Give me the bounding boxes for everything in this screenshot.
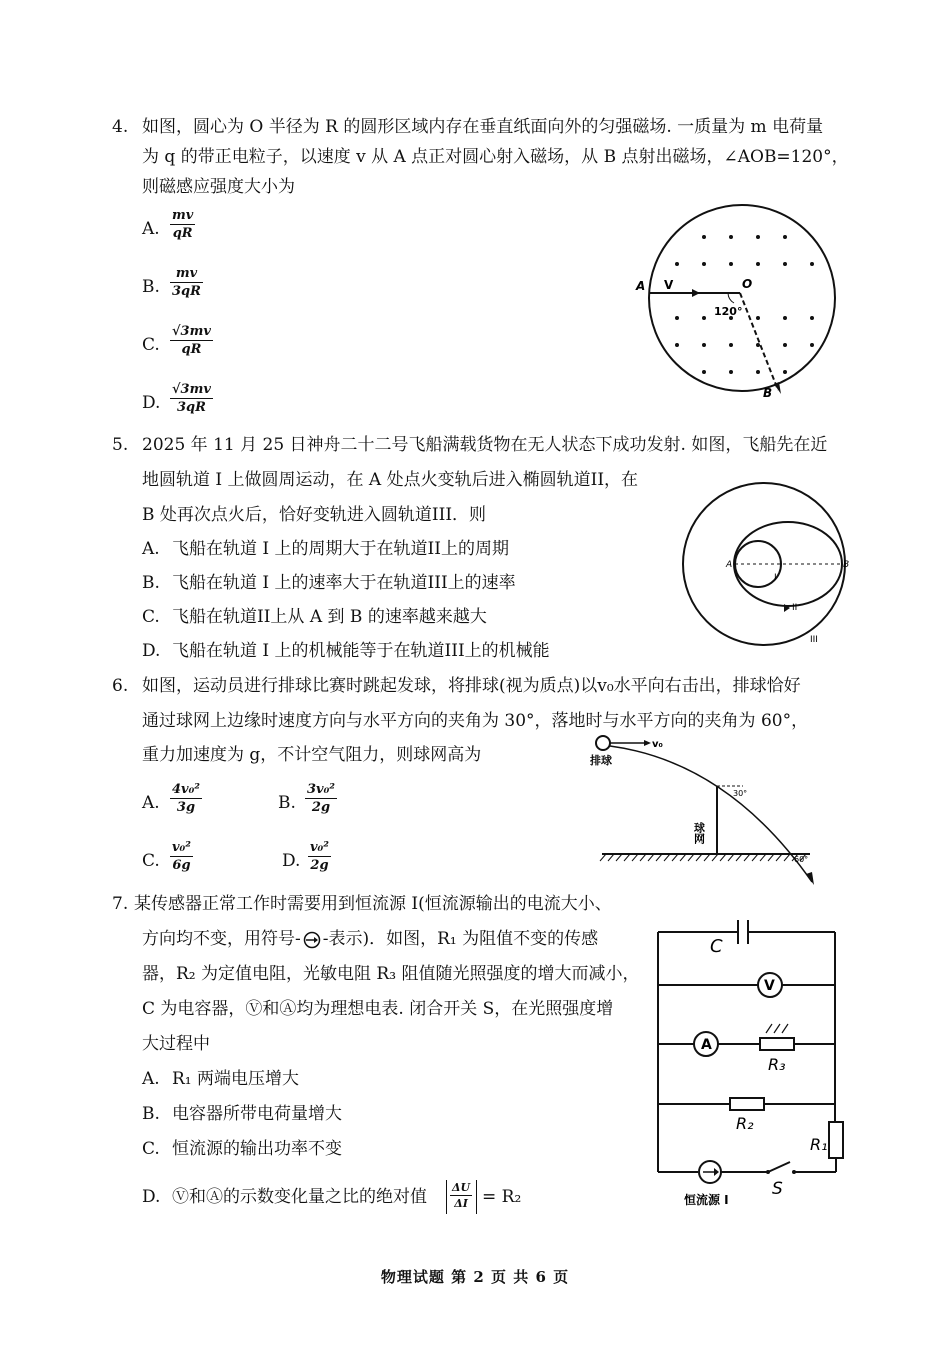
field-dot [756,316,760,320]
hatch-line [648,854,654,861]
label-r2: R₂ [736,1114,754,1133]
field-dot [783,235,787,239]
q5-option-a [142,538,509,560]
q7-option-a-letter: A. [142,1069,160,1089]
field-dot [702,316,706,320]
q7-number: 7. [112,894,129,914]
label-r3: R₃ [768,1055,786,1074]
hatch-line [728,854,734,861]
q7-option-d-text: Ⓥ和Ⓐ的示数变化量之比的绝对值 [172,1187,427,1207]
ground-hatch [600,854,806,861]
q7-option-d-fraction [450,1180,472,1211]
label-current-source: 恒流源 I [684,1193,729,1207]
q4-option-c-letter: C. [142,335,160,355]
r2-resistor [730,1098,764,1110]
q4-option-a-fraction [170,207,195,242]
hatch-line [632,854,638,861]
field-dot [810,262,814,266]
v0-arrow-icon [644,740,651,746]
q6-option-d-num: v₀² [310,840,329,855]
hatch-line [760,854,766,861]
q4-option-d-num: √3mv [172,382,211,397]
field-dot [702,235,706,239]
q6-stem-line3: 重力加速度为 g，不计空气阻力，则球网高为 [142,745,482,765]
field-dot [756,235,760,239]
r1-resistor [829,1122,843,1158]
q6-option-b-den: 2g [311,800,331,815]
field-dot [729,343,733,347]
q7-option-b [142,1103,342,1125]
hatch-line [672,854,678,861]
q5-stem-line2: 地圆轨道 I 上做圆周运动，在 A 处点火变轨后进入椭圆轨道II，在 [142,470,639,490]
trajectory-arrow-icon [806,872,814,885]
q5-option-b-letter: B. [142,573,160,593]
field-dot [675,343,679,347]
field-dot [783,316,787,320]
field-dot [783,343,787,347]
field-dot [756,370,760,374]
q4-option-b-fraction [170,265,203,300]
q5-option-c-text: 飞船在轨道II上从 A 到 B 的速率越来越大 [172,607,487,627]
label-r1: R₁ [810,1135,828,1154]
field-dot [675,262,679,266]
q7-option-a [142,1068,299,1090]
q7-option-c-text: 恒流源的输出功率不变 [172,1139,342,1159]
hatch-line [656,854,662,861]
light-arrows-icon [766,1024,788,1033]
field-dot [783,370,787,374]
q7-stem-line2b: -表示)．如图，R₁ 为阻值不变的传感 [322,929,599,949]
hatch-line [736,854,742,861]
label-v: V [764,978,775,994]
switch-contact [792,1170,796,1174]
q7-stem-line2a: 方向均不变，用符号- [142,929,301,949]
hatch-line [696,854,702,861]
q6-volleyball-figure [588,732,828,890]
q5-option-a-letter: A. [142,539,160,559]
q4-magnetic-field-figure [630,198,840,404]
q7-option-d [142,1186,427,1208]
field-dot [702,343,706,347]
q4-stem-line1: 如图，圆心为 O 半径为 R 的圆形区域内存在垂直纸面向外的匀强磁场. 一质量为 m 电荷量 [142,117,824,137]
hatch-line [616,854,622,861]
label-v0: v₀ [652,739,663,750]
q5-number: 5. [112,435,129,455]
q5-option-b [142,572,516,594]
q7-option-b-letter: B. [142,1104,160,1124]
source-arrow-icon [714,1168,719,1176]
q6-stem-line2: 通过球网上边缘时速度方向与水平方向的夹角为 30°，落地时与水平方向的夹角为 60°， [142,711,809,731]
q4-stem-line3: 则磁感应强度大小为 [142,177,295,197]
label-b: B [763,386,773,400]
field-dot [729,235,733,239]
q7-stem-line1: 某传感器正常工作时需要用到恒流源 I(恒流源输出的电流大小、 [134,894,612,914]
q6-option-c-num: v₀² [172,840,191,855]
label-60deg: 60° [794,855,809,864]
q6-option-a-den: 3g [176,800,196,815]
q6-option-a-num: 4v₀² [172,782,200,797]
q5-option-c-letter: C. [142,607,160,627]
hatch-line [752,854,758,861]
hatch-line [776,854,782,861]
q7-stem-line3: 器，R₂ 为定值电阻，光敏电阻 R₃ 阻值随光照强度的增大而减小， [142,964,640,984]
q4-option-d-fraction [170,381,213,416]
q6-option-b-num: 3v₀² [307,782,335,797]
field-boundary-circle [649,205,835,391]
q5-option-b-text: 飞船在轨道 I 上的速率大于在轨道III上的速率 [172,573,516,593]
label-angle: 120° [714,305,743,318]
field-dot [783,262,787,266]
q4-option-a-num: mv [172,208,194,223]
hatch-line [608,854,614,861]
q4-option-a-letter: A. [142,219,160,239]
label-orbit-iii: III [810,635,818,645]
label-s: S [772,1179,783,1199]
q4-option-b-den: 3qR [172,284,201,299]
label-ball: 排球 [590,754,612,767]
q6-option-c-letter: C. [142,851,160,871]
q5-option-d-letter: D. [142,641,161,661]
q5-stem-line3: B 处再次点火后，恰好变轨进入圆轨道III．则 [142,505,487,525]
label-c: C [710,936,723,957]
switch-pivot [766,1170,770,1174]
q7-stem-line4: C 为电容器，Ⓥ和Ⓐ均为理想电表. 闭合开关 S，在光照强度增 [142,999,614,1019]
hatch-line [680,854,686,861]
field-dot [702,370,706,374]
field-dot [810,343,814,347]
q6-option-a-letter: A. [142,793,160,813]
label-a: A [636,279,646,293]
field-dot [756,262,760,266]
label-orbit-ii: II [792,603,798,613]
q6-option-c-den: 6g [172,858,191,873]
q7-option-a-text: R₁ 两端电压增大 [172,1069,300,1089]
q6-option-d-fraction [308,839,331,874]
q4-stem-line2: 为 q 的带正电粒子，以速度 v 从 A 点正对圆心射入磁场，从 B 点射出磁场，∠AOB=120°， [142,147,849,167]
q6-option-b-fraction [305,781,337,816]
hatch-line [664,854,670,861]
q7-option-c-letter: C. [142,1139,160,1159]
q7-option-d-num: ΔU [452,1181,471,1194]
q4-option-d-letter: D. [142,393,161,413]
q6-number: 6. [112,676,129,696]
q6-option-a-fraction [170,781,202,816]
q7-option-d-den: ΔI [454,1197,468,1210]
hatch-line [704,854,710,861]
q4-option-c-den: qR [181,342,202,357]
q5-orbit-figure [668,478,864,650]
q4-option-b-letter: B. [142,277,160,297]
hatch-line [784,854,790,861]
label-o: O [742,277,753,291]
r3-resistor [760,1038,794,1050]
hatch-line [744,854,750,861]
q5-option-d-text: 飞船在轨道 I 上的机械能等于在轨道III上的机械能 [172,641,550,661]
field-dot [675,316,679,320]
q5-option-d [142,640,550,662]
q4-option-c-fraction [170,323,213,358]
current-source-icon [301,931,323,949]
q7-stem-line5: 大过程中 [142,1034,210,1054]
q7-option-b-text: 电容器所带电荷量增大 [172,1104,342,1124]
label-orbit-i: I [774,573,777,583]
field-dot [729,262,733,266]
q6-option-c-fraction [170,839,193,874]
q7-option-d-tail: = R₂ [482,1187,522,1207]
label-b: B [843,560,850,570]
page-footer: 物理试题 第 2 页 共 6 页 [380,1268,570,1286]
label-net: 球网 [692,822,706,844]
switch-blade [768,1162,790,1172]
hatch-line [640,854,646,861]
ball-circle [596,736,610,750]
abs-bar-right [476,1180,480,1214]
q7-option-c [142,1138,342,1160]
hatch-line [600,854,606,861]
field-dot [756,343,760,347]
q5-option-c [142,606,487,628]
field-dot [729,370,733,374]
q6-option-d-den: 2g [310,858,329,873]
field-dot [810,316,814,320]
q6-stem-line1: 如图，运动员进行排球比赛时跳起发球，将排球(视为质点)以v₀水平向右击出，排球恰好 [142,676,801,696]
hatch-line [720,854,726,861]
q5-stem-line1: 2025 年 11 月 25 日神舟二十二号飞船满载货物在无人状态下成功发射. 如图，飞船先在近 [142,435,828,455]
hatch-line [624,854,630,861]
hatch-line [688,854,694,861]
q4-option-d-den: 3qR [176,400,206,415]
q4-option-c-num: √3mv [172,324,211,339]
q5-option-a-text: 飞船在轨道 I 上的周期大于在轨道II上的周期 [172,539,509,559]
q4-number: 4. [112,117,129,137]
label-a: A [701,1037,712,1053]
ob-dashed-line [740,293,778,390]
q6-option-b-letter: B. [278,793,296,813]
label-30deg: 30° [733,789,748,798]
hatch-line [768,854,774,861]
q7-option-d-letter: D. [142,1187,161,1207]
q7-stem-line2 [142,928,598,950]
hatch-line [712,854,718,861]
angle-arc [728,293,734,303]
label-a: A [726,560,733,570]
trajectory-curve [610,746,812,882]
q6-option-d-letter: D. [282,851,301,871]
label-v: V [664,278,674,292]
velocity-arrow-icon [692,289,700,297]
q4-option-a-den: qR [172,226,193,241]
q4-option-b-num: mv [170,265,203,283]
field-dot [702,262,706,266]
q7-circuit-figure [648,912,858,1210]
